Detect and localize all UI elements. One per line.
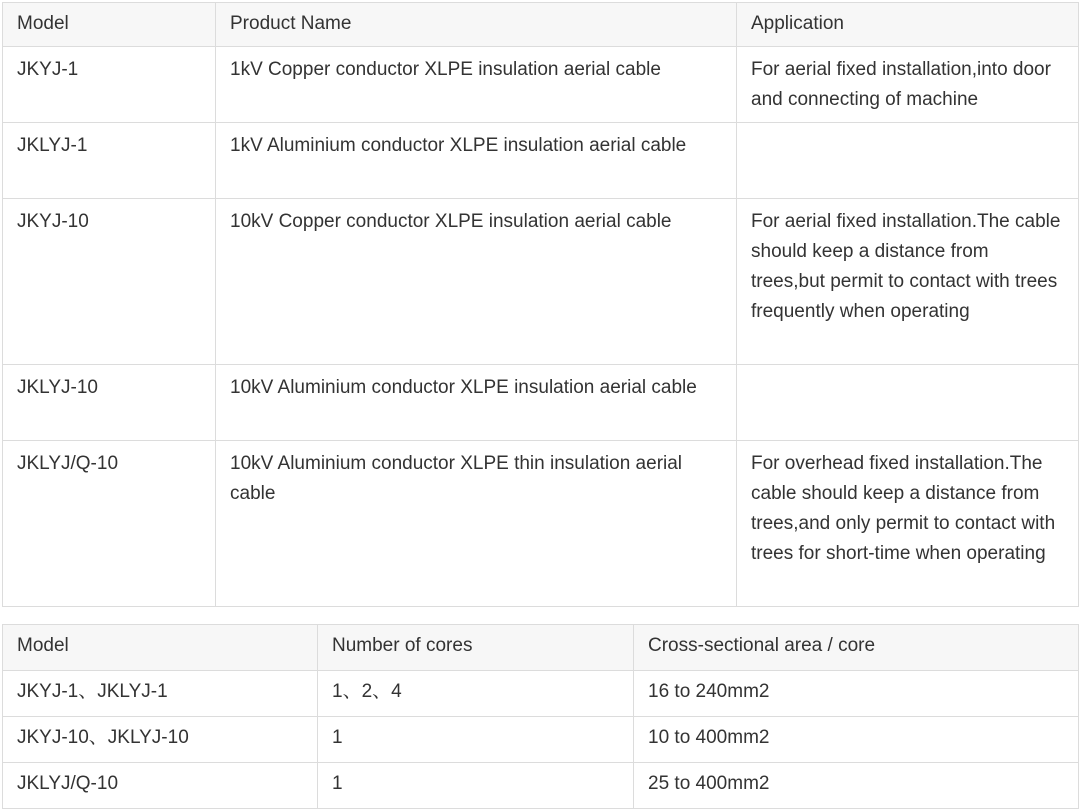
table-header-row (3, 625, 1079, 671)
cell-area: 10 to 400mm2 (634, 717, 1079, 763)
table-row (3, 441, 1079, 607)
cell-model: JKYJ-1、JKLYJ-1 (3, 671, 318, 717)
cell-product-name: 1kV Copper conductor XLPE insulation aerial cable (216, 47, 737, 123)
cell-cores: 1 (318, 717, 634, 763)
cell-cores: 1 (318, 763, 634, 809)
cell-application: For aerial fixed installation,into door and connecting of machine (737, 47, 1079, 123)
cell-model: JKLYJ-1 (3, 123, 216, 199)
cell-application: For overhead fixed installation.The cable should keep a distance from trees,and only permit to contact with trees for short-time when operating (737, 441, 1079, 607)
table-row (3, 365, 1079, 441)
cell-model: JKYJ-10、JKLYJ-10 (3, 717, 318, 763)
table-row (3, 123, 1079, 199)
cell-product-name: 10kV Aluminium conductor XLPE insulation aerial cable (216, 365, 737, 441)
cell-product-name: 1kV Aluminium conductor XLPE insulation aerial cable (216, 123, 737, 199)
cell-model: JKYJ-10 (3, 199, 216, 365)
cell-area: 16 to 240mm2 (634, 671, 1079, 717)
cell-area: 25 to 400mm2 (634, 763, 1079, 809)
table-row (3, 199, 1079, 365)
table-row (3, 47, 1079, 123)
header-product-name: Product Name (216, 3, 737, 47)
cores-table (2, 624, 1079, 809)
table-row (3, 763, 1079, 809)
cell-model: JKYJ-1 (3, 47, 216, 123)
product-table (2, 2, 1079, 607)
header-cross-sectional-area: Cross-sectional area / core (634, 625, 1079, 671)
table-header-row (3, 3, 1079, 47)
cell-model: JKLYJ/Q-10 (3, 763, 318, 809)
cell-product-name: 10kV Copper conductor XLPE insulation aerial cable (216, 199, 737, 365)
cell-application (737, 123, 1079, 199)
table-row (3, 717, 1079, 763)
cell-model: JKLYJ/Q-10 (3, 441, 216, 607)
table-row (3, 671, 1079, 717)
header-number-of-cores: Number of cores (318, 625, 634, 671)
cell-product-name: 10kV Aluminium conductor XLPE thin insulation aerial cable (216, 441, 737, 607)
cell-application (737, 365, 1079, 441)
header-application: Application (737, 3, 1079, 47)
cell-cores: 1、2、4 (318, 671, 634, 717)
header-model: Model (3, 625, 318, 671)
header-model: Model (3, 3, 216, 47)
cell-model: JKLYJ-10 (3, 365, 216, 441)
cell-application: For aerial fixed installation.The cable should keep a distance from trees,but permit to contact with trees frequently when operating (737, 199, 1079, 365)
